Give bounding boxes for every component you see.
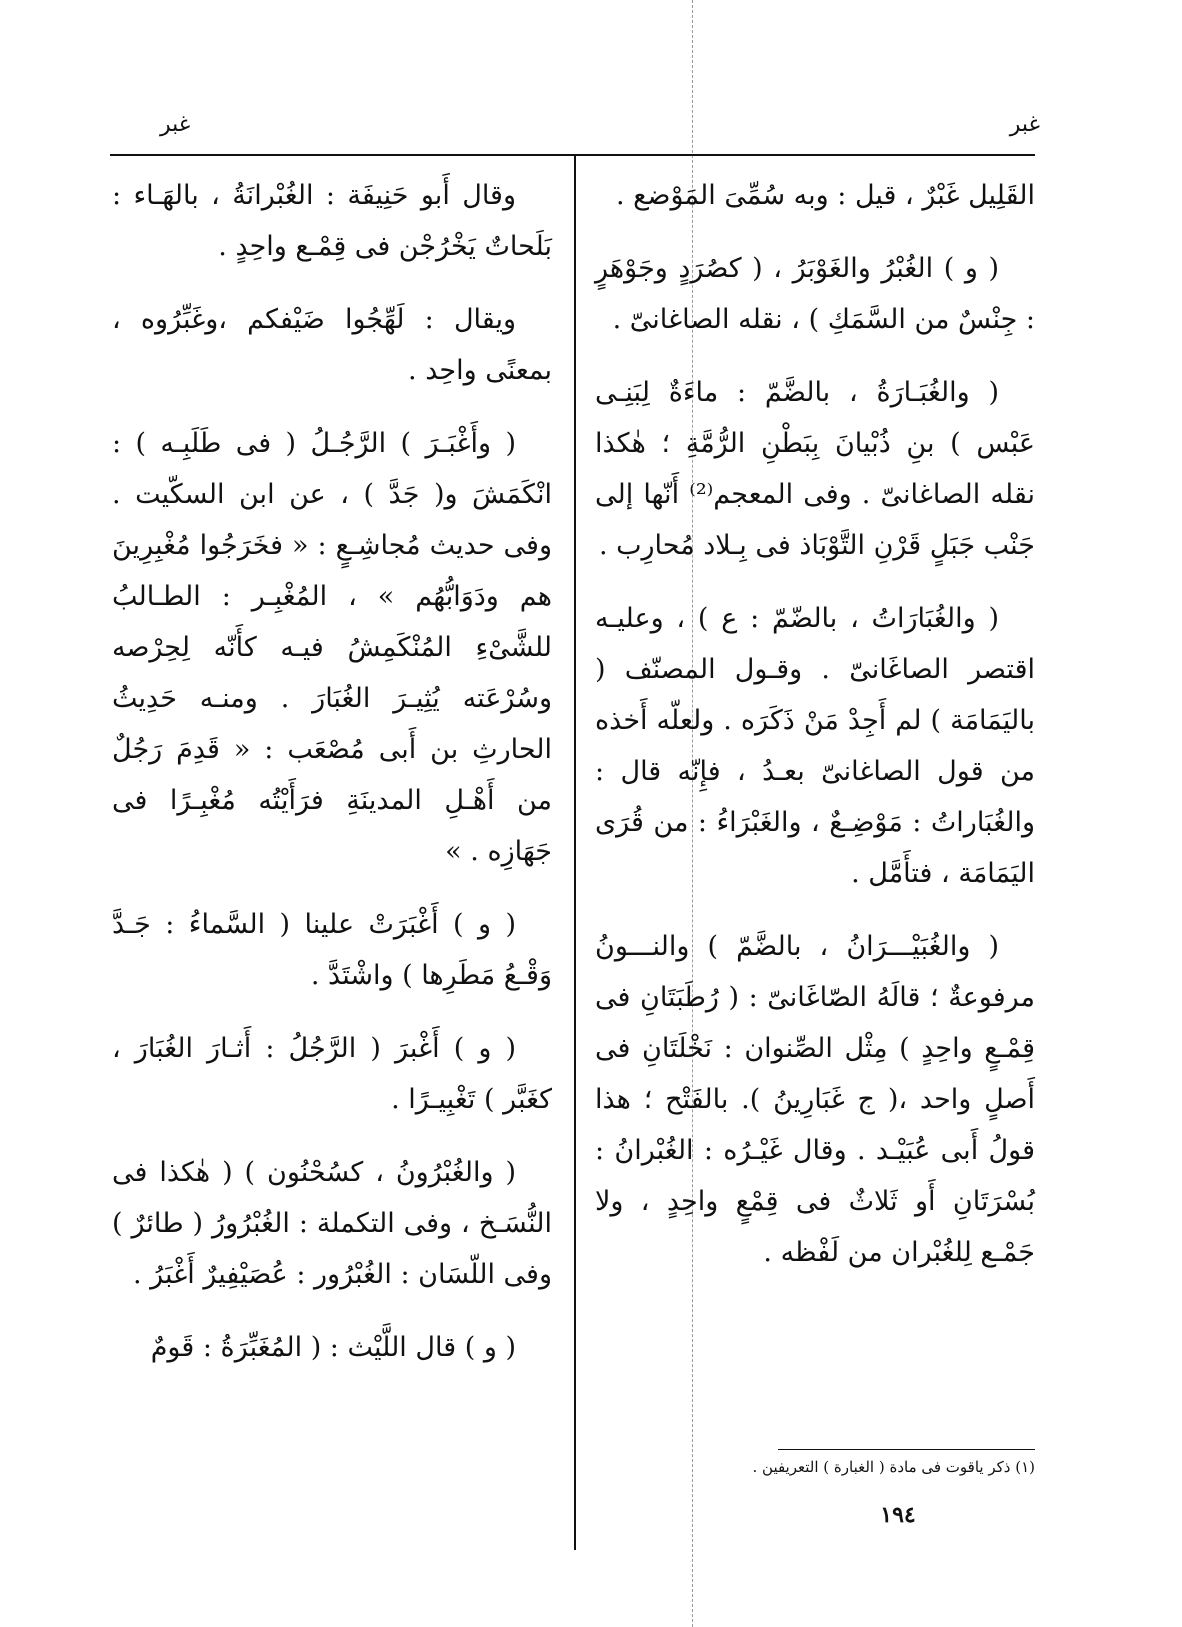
footnote-rule	[778, 1449, 1035, 1450]
page-header	[110, 112, 1040, 142]
paragraph: ويقال : لَهِّجُوا ضَيْفكم ،وغَبِّرُوه ، بمعنًى واحِد .	[112, 304, 552, 386]
header-rule	[110, 154, 1035, 156]
right-column	[595, 170, 1035, 1300]
paragraph: القَلِيل غَبْرٌ ، قيل : وبه سُمِّىَ المَوْضع .	[616, 180, 1035, 211]
paragraph: ( والغُبَارَاتُ ، بالضّمّ : ع ) ، وعليـه اقتصر الصاغَانىّ . وقـول المصنّف ( باليَمَامَة ) لم أَجِدْ مَنْ ذَكَرَه . ولعلّه أَخذه من قول الصاغانىّ بعـدُ ، فإِنّه قال : والغُبَاراتُ : مَوْضِـعٌ ، والغَبْرَاءُ : من قُرَى اليَمَامَة ، فتأَمَّل .	[595, 603, 1035, 889]
column-divider	[574, 155, 576, 1550]
paragraph: ( والغُبَيْـــرَانُ ، بالضَّمّ ) والنـــونُ مرفوعةٌ ؛ قالَهُ الصّاغَانىّ : ( رُطَبَتَانِ فى قِمْـعٍ واحِدٍ ) مِثْل الصِّنوان : نَخْلَتَانِ فى أَصلٍ واحد ،( ج غَبَارِينُ ). بالفَتْح ؛ هذا قولُ أَبى عُبَيْـد . وقال غَيْـرُه : الغُبْرانُ : بُسْرَتَانِ أَو ثَلاثٌ فى قِمْعٍ واحِدٍ ، ولا جَمْـع لِلغُبْران من لَفْظه .	[595, 931, 1035, 1268]
paragraph: ( والغُبَـارَةُ ، بالضَّمّ : ماءَةٌ لِبَنِـى عَبْس ) بنِ ذُبْيانَ بِبَطْنِ الرُّمَّةِ ؛ هٰكذا نقله الصاغانىّ . وفى المعجم⁽²⁾ أَنّها إلى جَنْب جَبَلٍ قَرْنِ التَّوْبَاذ فى بِـلاد مُحارِب .	[595, 377, 1035, 561]
footnote: (١) ذكر ياقوت فى مادة ( الغبارة ) التعريفين .	[752, 1458, 1035, 1476]
paragraph: ( والغُبْرُونُ ، كسُحْنُون ) ( هٰكذا فى النُّسَـخ ، وفى التكملة : الغُبْرُورُ ( طائرٌ ) وفى اللّسَان : الغُبْرُور : عُصَيْفِيرٌ أَغْبَرُ .	[112, 1157, 552, 1290]
paragraph: وقال أَبو حَنِيفَة : الغُبْرانَةُ ، بالهَـاء : بَلَحاتٌ يَخْرُجْن فى قِمْـع واحِدٍ .	[112, 180, 552, 262]
paragraph: ( و ) أَغْبَرَتْ علينا ( السَّماءُ : جَـدَّ وَقْـعُ مَطَرِها ) واشْتَدَّ .	[112, 909, 552, 991]
paragraph: ( و ) قال اللَّيْث : ( المُغَبِّرَةُ : قَومٌ	[150, 1332, 516, 1363]
page-number: ١٩٤	[880, 1502, 916, 1528]
paragraph: ( و ) أَغْبرَ ( الرَّجُلُ : أَثـارَ الغُبَارَ ، كغَبَّر ) تَغْبِيـرًا .	[112, 1033, 552, 1115]
left-column	[112, 170, 552, 1395]
running-head-left: غبر	[160, 112, 191, 137]
running-head-right: غبر	[1009, 112, 1040, 137]
paragraph: ( و ) الغُبْرُ والغَوْبَرُ ، ( كصُرَدٍ وجَوْهَرٍ : جِنْسٌ من السَّمَكِ ) ، نقله الصاغانىّ .	[595, 253, 1035, 335]
paragraph: ( وأَغْبَـرَ ) الرَّجُـلُ ( فى طَلَبِـه ) : انْكَمَشَ و( جَدَّ ) ، عن ابن السكّيت . وفى حديث مُجاشِـعٍ : « فخَرَجُوا مُغْبِرِينَ هم ودَوَابُّهُم » ، المُغْبِـر : الطـالبُ للشَّىْءِ المُنْكَمِشُ فيـه كأَنّه لِحِرْصه وسُرْعَته يُثِيـرَ الغُبَارَ . ومنـه حَدِيثُ الحارثِ بن أَبى مُصْعَب : « قَدِمَ رَجُلٌ من أَهْـلِ المدينَةِ فرَأَيْتُه مُغْبِـرًا فى جَهَازِه . »	[112, 428, 552, 867]
